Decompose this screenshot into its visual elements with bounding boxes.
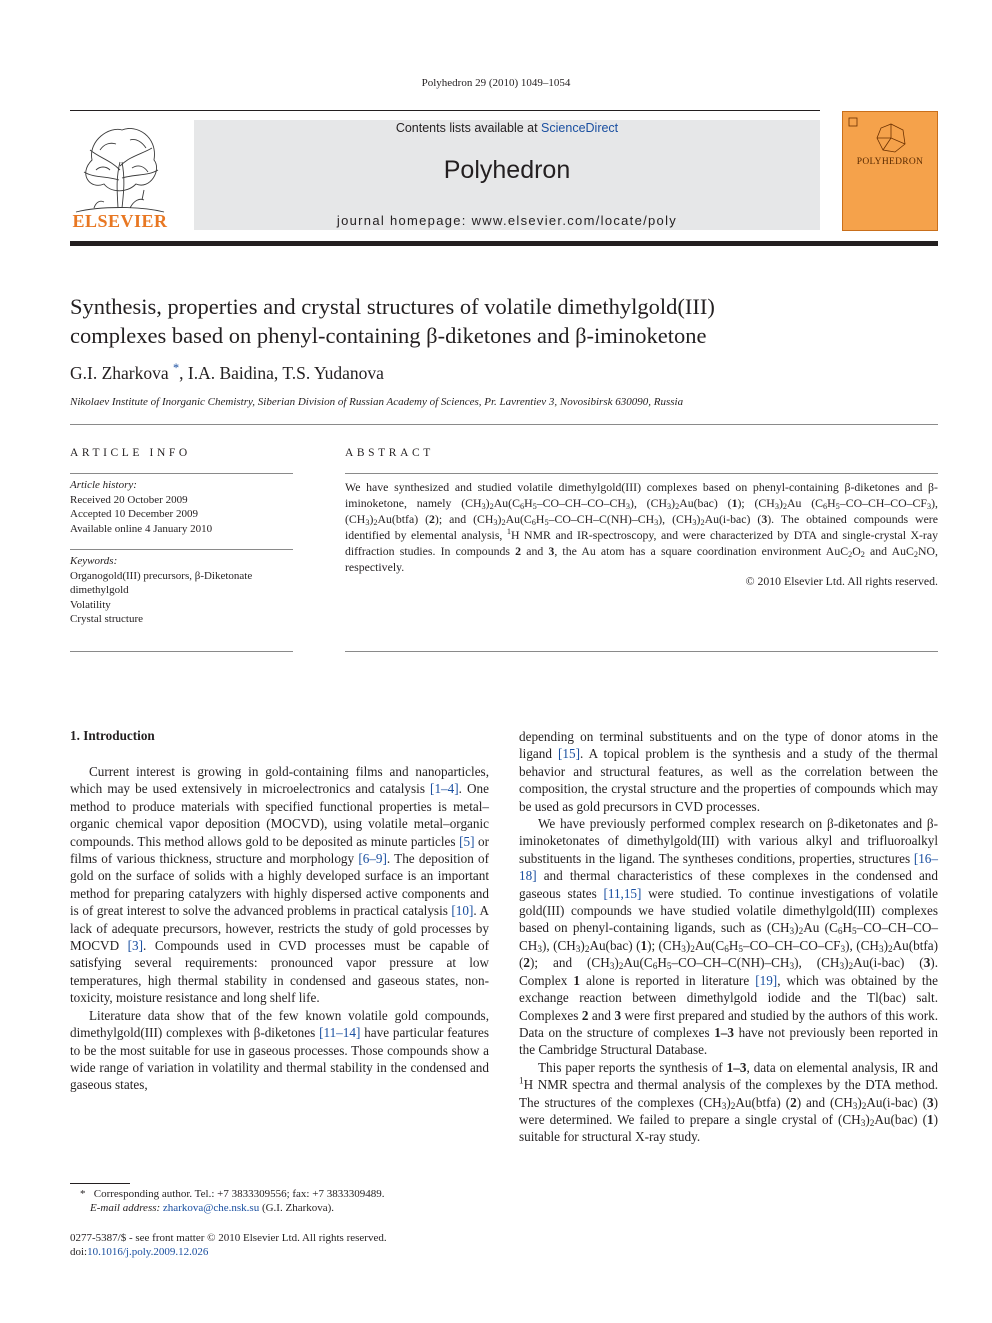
article-history [70, 478, 212, 536]
footnote-mark: * [80, 1188, 86, 1200]
co-authors: , I.A. Baidina, T.S. Yudanova [179, 363, 384, 383]
body-column-left [70, 763, 489, 1094]
author-zharkova[interactable]: G.I. Zharkova [70, 363, 169, 383]
citation-link[interactable]: [3] [127, 938, 144, 954]
affiliation: Nikolaev Institute of Inorganic Chemistry, Siberian Division of Russian Academy of Sciences, Pr. Lavrentiev 3, Novosibirsk 630090, Russia [70, 396, 684, 408]
title-line-1: Synthesis, properties and crystal structures of volatile dimethylgold(III) [70, 294, 715, 319]
email-suffix: (G.I. Zharkova). [261, 1202, 335, 1214]
citation-link[interactable]: [15] [558, 746, 581, 762]
paragraph: We have previously performed complex research on β-diketonates and β-iminoketonates of dimethylgold(III) with various alkyl and trifluoroalkyl substituents in the ligand. The syntheses conditions, properties, structures [16–18] and thermal characteristics of these complexes in the condensed and gaseous states [11,15] were studied. To continue investigations of volatile gold(III) compounds we have studied volatile dimethylgold(III) complexes based on phenyl-containing ligands, such as $(CH_3)_2Au$ $(C_6H_5-CO-CH-CO-CH_3)$, $(CH_3)_2Au(bac)$ (1); $(CH_3)_2Au(C_6H_5-CO-CH-CO-CF_3)$, $(CH_3)_2Au(btfa)$ (2); and $(CH_3)_2Au(C_6H_5-CO-CH-C(NH)-CH_3)$, $(CH_3)_2Au(i-bac)$ (3). Complex 1 alone is reported in literature [19], which was obtained by the exchange reaction between dimethylgold iodide and the Tl(bac) salt. Complexes 2 and 3 were first prepared and studied by the authors of this work. Data on the structure of complexes 1–3 have not previously been reported in the Cambridge Structural Database. [519, 816, 939, 1058]
corresponding-author-footnote [70, 1187, 384, 1215]
citation-link[interactable]: [10] [451, 903, 474, 919]
citation-link[interactable]: [11–14] [319, 1025, 361, 1041]
citation-link[interactable]: [1–4] [430, 781, 459, 797]
article-info-heading: ARTICLE INFO [70, 447, 191, 459]
accepted-date: Accepted 10 December 2009 [70, 508, 198, 520]
abstract-text: We have synthesized and studied volatile dimethylgold(III) complexes based on phenyl-containing β-diketones and β-iminoketone, namely $(CH_3)_2Au(C_6H_5-CO-CH-CO-CH_3)$, $(CH_3)_2Au(bac)$ (1); $(CH_3)_2Au$ $(C_6H_5-CO-CH-CO-CF_3)$, $(CH_3)_2Au(btfa)$ (2); and $(CH_3)_2Au(C_6H_5-CO-CH-C(NH)-CH_3)$, $(CH_3)_2Au(i-bac)$ (3). The obtained compounds were identified by elemental analysis, $^1$H NMR and IR-spectroscopy, and were characterized by DTA and single-crystal X-ray diffraction studies. In compounds 2 and 3, the Au atom has a square coordination environment $AuC_2O_2$ and AuC$_2$NO, respectively. [345, 480, 938, 574]
contents-prefix: Contents lists available at [395, 121, 542, 135]
footnote-rule [70, 1183, 130, 1184]
abstract-heading: ABSTRACT [345, 447, 434, 459]
issn-line: 0277-5387/$ - see front matter © 2010 Elsevier Ltd. All rights reserved. [70, 1232, 387, 1244]
homepage-url-link[interactable]: www.elsevier.com/locate/poly [471, 213, 678, 228]
email-label: E-mail address: [90, 1202, 161, 1214]
footnote-line-2 [70, 1201, 384, 1215]
contents-line [194, 121, 820, 135]
article-info-rule [70, 651, 293, 652]
history-label: Article history: [70, 479, 137, 491]
polyhedron-cover-icon [843, 112, 939, 232]
article-info-rule [70, 473, 293, 474]
sciencedirect-link[interactable]: ScienceDirect [541, 121, 619, 135]
footnote-line-1 [70, 1187, 384, 1201]
doi-label: doi: [70, 1246, 88, 1258]
body-column-right [519, 728, 938, 1146]
paragraph: Current interest is growing in gold-containing films and nanoparticles, which may be used extensively in microelectronics and catalysis [1–4]. One method to produce materials with specified functional properties is metal–organic chemical vapor deposition (MOCVD), using volatile metal–organic compounds. This method allows gold to be deposited as minute particles [5] or films of various thickness, structure and morphology [6–9]. The deposition of gold on the surface of solids with a highly developed surface is an important method for preparing catalyzers with highly dispersed active components and is of great interest to solve the advanced problems in practical catalysis [10]. A lack of adequate precursors, however, restricts the study of gold processes by MOCVD [3]. Compounds used in CVD processes must be capable of satisfying several requirements: pronounced vapor pressure at low temperatures, high thermal stability in condensed and gaseous states, non-toxicity, moisture resistance and long shelf life. [70, 764, 489, 1006]
keyword: Crystal structure [70, 613, 144, 625]
homepage-prefix: journal homepage: [336, 213, 472, 228]
citation-link[interactable]: [5] [459, 833, 475, 849]
doi-line [70, 1245, 387, 1259]
paragraph: Literature data show that of the few known volatile gold compounds, dimethylgold(III) complexes with β-diketones [11–14] have particular features to be the most suitable for use in gaseous processes. Those compounds show a wide range of variation in volatility and thermal stability in the condensed and gaseous states, [70, 1007, 489, 1093]
paragraph: This paper reports the synthesis of 1–3, data on elemental analysis, IR and $^1$H NMR spectra and thermal analysis of the complexes by the DTA method. The structures of the complexes $(CH_3)_2Au(btfa)$ (2) and $(CH_3)_2Au(i-bac)$ (3) were determined. We failed to prepare a single crystal of $(CH_3)_2Au(bac)$ (1) suitable for structural X-ray study. [519, 1059, 938, 1145]
citation-link[interactable]: [11,15] [603, 885, 642, 901]
elsevier-wordmark: ELSEVIER [72, 211, 168, 231]
journal-name: Polyhedron [443, 156, 571, 184]
journal-cover-thumbnail[interactable] [842, 111, 938, 231]
citation-link[interactable]: [16–18] [519, 850, 938, 884]
keyword: dimethylgold [70, 584, 129, 596]
header-thick-rule [70, 241, 938, 246]
abstract-rule [345, 651, 938, 652]
header-rule [70, 110, 820, 111]
affiliation-rule [70, 424, 938, 425]
journal-reference: Polyhedron 29 (2010) 1049–1054 [421, 77, 571, 89]
author-list [70, 363, 384, 384]
keywords-label: Keywords: [70, 555, 118, 567]
citation-link[interactable]: [6–9] [358, 851, 387, 867]
front-matter [70, 1231, 387, 1259]
title-line-2: complexes based on phenyl-containing β-diketones and β-iminoketone [70, 323, 707, 348]
article-info-rule [70, 549, 293, 550]
corresponding-author-mark[interactable]: * [173, 361, 180, 376]
footnote-contact: Corresponding author. Tel.: +7 3833309556; fax: +7 3833309489. [93, 1188, 385, 1200]
keywords [70, 554, 252, 627]
received-date: Received 20 October 2009 [70, 493, 188, 506]
keyword: Organogold(III) precursors, β-Diketonate [70, 569, 253, 582]
cover-title: POLYHEDRON [856, 157, 924, 167]
introduction-heading: 1. Introduction [70, 728, 155, 743]
keyword: Volatility [70, 598, 111, 611]
abstract-rule [345, 473, 938, 474]
article-title [70, 292, 930, 350]
online-date: Available online 4 January 2010 [70, 522, 213, 535]
paragraph: depending on terminal substituents and on the type of donor atoms in the ligand [15]. A topical problem is the synthesis and a study of the thermal behavior and structural features, as well as the correlation between the composition, the crystal structure and the properties of compounds which may be used as gold precursors in CVD processes. [519, 729, 939, 814]
journal-homepage [194, 213, 820, 228]
citation-link[interactable]: [19] [755, 972, 778, 988]
abstract-copyright: © 2010 Elsevier Ltd. All rights reserved. [745, 574, 938, 588]
email-link[interactable]: zharkova@che.nsk.su [162, 1202, 260, 1214]
doi-link[interactable]: 10.1016/j.poly.2009.12.026 [87, 1246, 209, 1258]
